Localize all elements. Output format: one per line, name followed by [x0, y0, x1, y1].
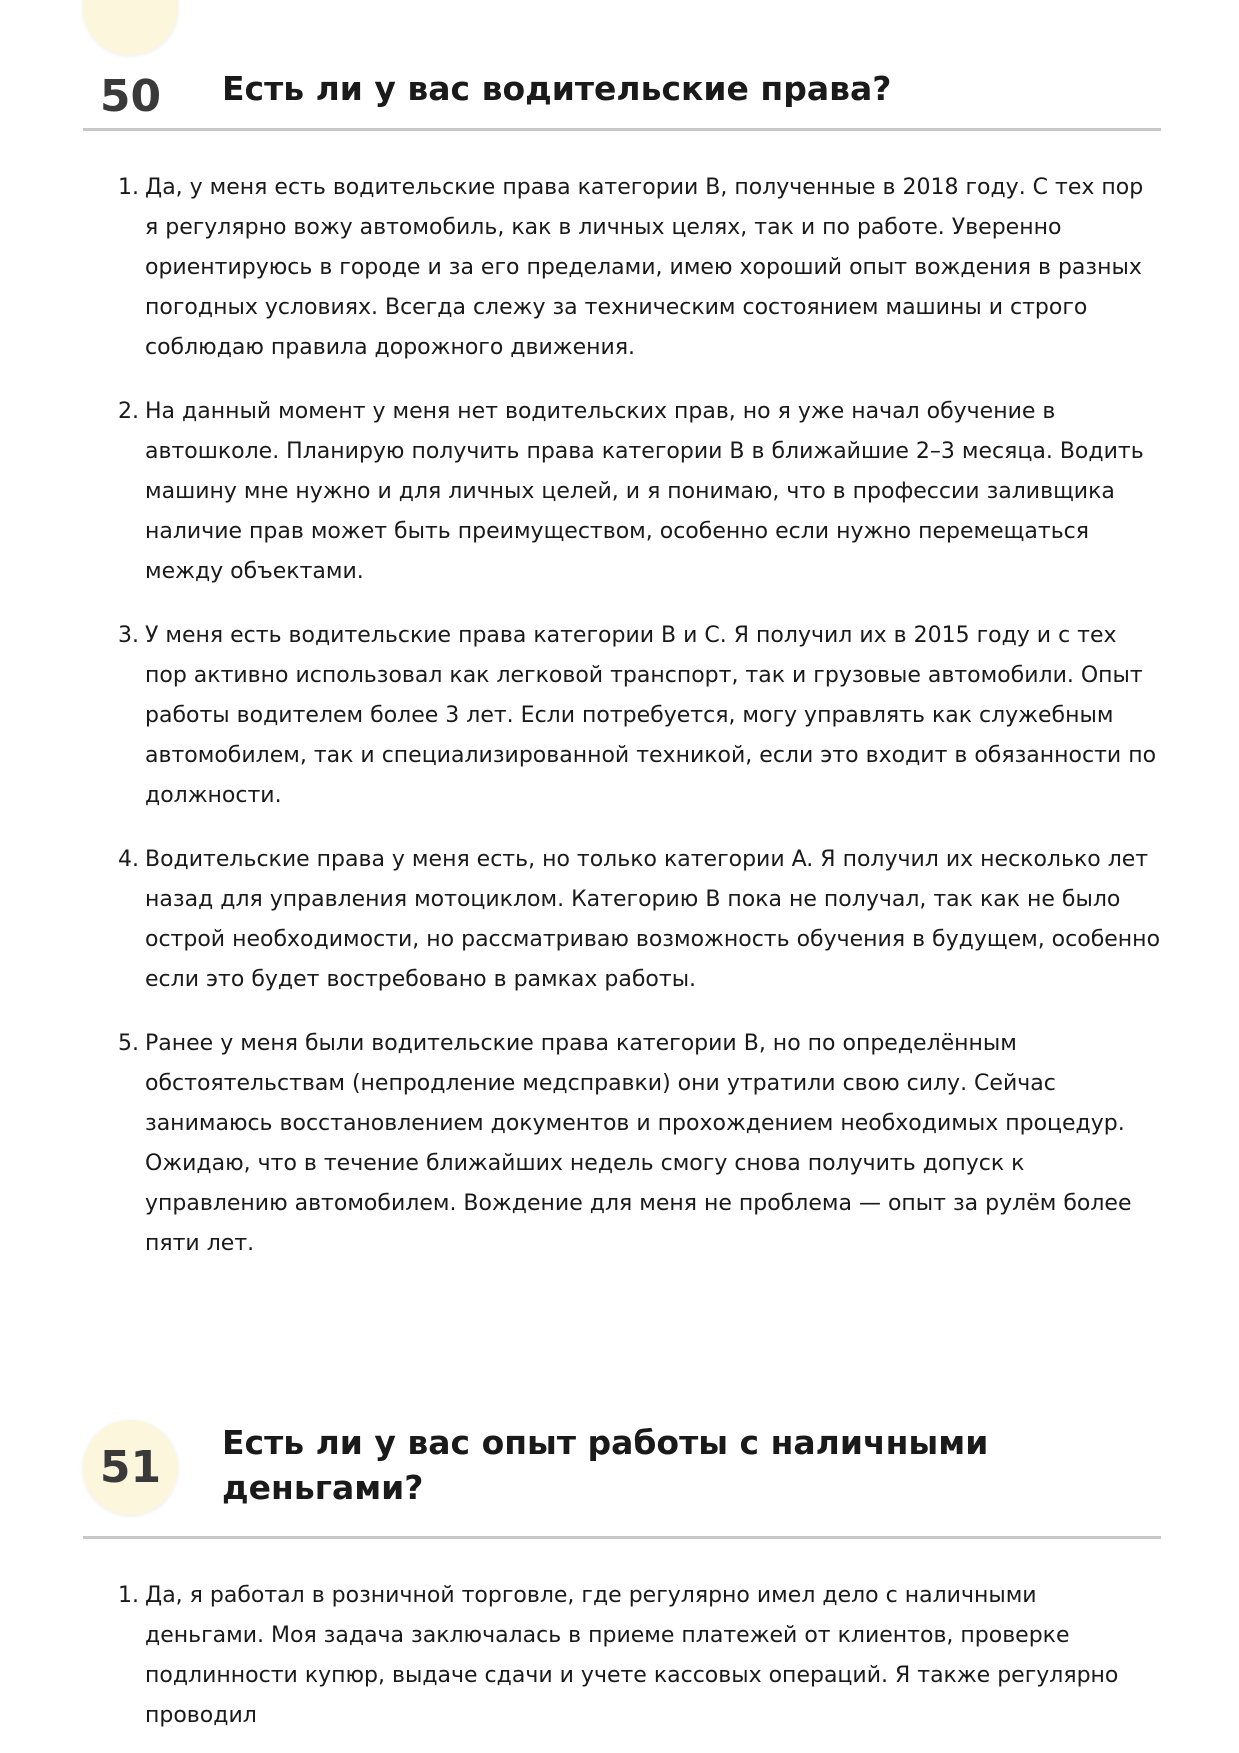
answer-item [83, 1576, 1161, 1736]
answer-number: 1. [118, 175, 139, 200]
answer-list [83, 1576, 1161, 1736]
answer-item [83, 616, 1161, 840]
answer-text: Водительские права у меня есть, но только категории A. Я получил их несколько лет назад для управления мотоциклом. Категорию B пока не получал, так как не было острой необходимости, но рассматриваю возможность обучения в будущем, особенно если это будет востребовано в рамках работы. [145, 847, 1161, 992]
answer-item [83, 840, 1161, 1024]
answer-item [83, 392, 1161, 616]
question-title: Есть ли у вас опыт работы с наличными деньгами? [222, 1423, 989, 1507]
answer-text: Да, я работал в розничной торговле, где регулярно имел дело с наличными деньгами. Моя задача заключалась в приеме платежей от клиентов, проверке подлинности купюр, выдаче сдачи и учете кассовых операций. Я также регулярно проводил [145, 1583, 1119, 1728]
answer-text: У меня есть водительские права категории B и C. Я получил их в 2015 году и с тех пор активно использовал как легковой транспорт, так и грузовые автомобили. Опыт работы водителем более 3 лет. Если потребуется, могу управлять как служебным автомобилем, так и специализированной техникой, если это входит в обязанности по должности. [145, 623, 1157, 808]
question-number-badge [83, 1420, 178, 1515]
answer-item [83, 1024, 1161, 1256]
question-number: 51 [99, 1442, 162, 1493]
question-title: Есть ли у вас водительские права? [222, 69, 892, 108]
answer-item [83, 168, 1161, 392]
answer-number: 5. [118, 1031, 139, 1056]
question-number-badge [83, 0, 178, 55]
answer-text: Да, у меня есть водительские права категории B, полученные в 2018 году. С тех пор я регулярно вожу автомобиль, как в личных целях, так и по работе. Уверенно ориентируюсь в городе и за его пределами, имею хороший опыт вождения в разных погодных условиях. Всегда слежу за техническим состоянием машины и строго соблюдаю правила дорожного движения. [145, 175, 1144, 360]
answer-text: Ранее у меня были водительские права категории B, но по определённым обстоятельствам (непродление медсправки) они утратили свою силу. Сейчас занимаюсь восстановлением документов и прохождением необходимых процедур. Ожидаю, что в течение ближайших недель смогу снова получить допуск к управлению автомобилем. Вождение для меня не проблема — опыт за рулём более пяти лет. [145, 1031, 1132, 1256]
question-section-51 [83, 1400, 1161, 1753]
question-number: 50 [99, 71, 162, 122]
question-header [83, 0, 1161, 131]
answer-number: 1. [118, 1583, 139, 1608]
question-header [83, 1400, 1161, 1539]
answer-list [83, 168, 1161, 1256]
question-section-50 [83, 0, 1161, 1256]
answer-number: 2. [118, 399, 139, 424]
answer-text: На данный момент у меня нет водительских прав, но я уже начал обучение в автошколе. Планирую получить права категории B в ближайшие 2–3 месяца. Водить машину мне нужно и для личных целей, и я понимаю, что в профессии заливщика наличие прав может быть преимуществом, особенно если нужно перемещаться между объектами. [145, 399, 1144, 584]
answer-number: 4. [118, 847, 139, 872]
answer-number: 3. [118, 623, 139, 648]
